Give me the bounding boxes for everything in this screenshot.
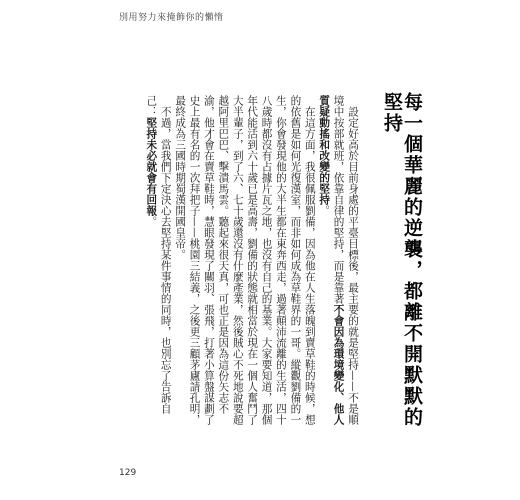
running-header: 別用努力來掩飾你的懶惰 bbox=[119, 13, 224, 23]
paragraph-3-text: 不過，當我們下定決心去堅持某件事情的同時，也別忘了告訴自己： bbox=[145, 95, 172, 414]
paragraph-1-bold: 不會因為環境變化、他人質疑動搖和改變的堅持 bbox=[318, 95, 345, 425]
paragraph-1-end: 。 bbox=[318, 205, 331, 216]
paragraph-2: 在這方面，我很佩服劉備，因為他在人生落魄到賣草鞋的時候，想的依舊是如何光復漢室，而非如何成為草鞋界的一哥。縱觀劉備的一生，你會發現他的大半生都在東奔西走，過著顛沛流離的生活，四十八歲時都沒有占據片瓦之地，也沒有自己的基業。大家要知道，那個年代能活到六十歲已是高壽，劉備的狀態就相當於現在一個人奮鬥了大半輩子，到了六、七十歲還沒有什麼產業，然後賊心不死地說要超越阿里巴巴、擊潰馬雲。聽起來很天真，可也正是因為這份矢志不渝，他才會在賣草鞋時，慧眼發現了關羽、張飛，打著小算盤謀劃了史上最有名的一次拜把子——桃園三結義，之後更三顧茅廬請孔明，最終成為三國時期蜀漢開國皇帝。 bbox=[174, 95, 316, 425]
body-text bbox=[144, 95, 360, 435]
paragraph-1-text: 設定好高於目前身處的平臺目標後，最主要的就是堅持——不是順境中按部就班，依靠自律的堅持，而是靠著 bbox=[332, 95, 359, 425]
paragraph-3 bbox=[144, 95, 173, 435]
page-number: 129 bbox=[119, 468, 137, 478]
paragraph-3-bold: 堅持未必就會有回報 bbox=[145, 117, 158, 216]
paragraph-3-end: 。 bbox=[145, 216, 158, 227]
chapter-title: 每一個華麗的逆襲，都離不開默默的堅持 bbox=[381, 92, 423, 428]
paragraph-1 bbox=[317, 95, 360, 435]
